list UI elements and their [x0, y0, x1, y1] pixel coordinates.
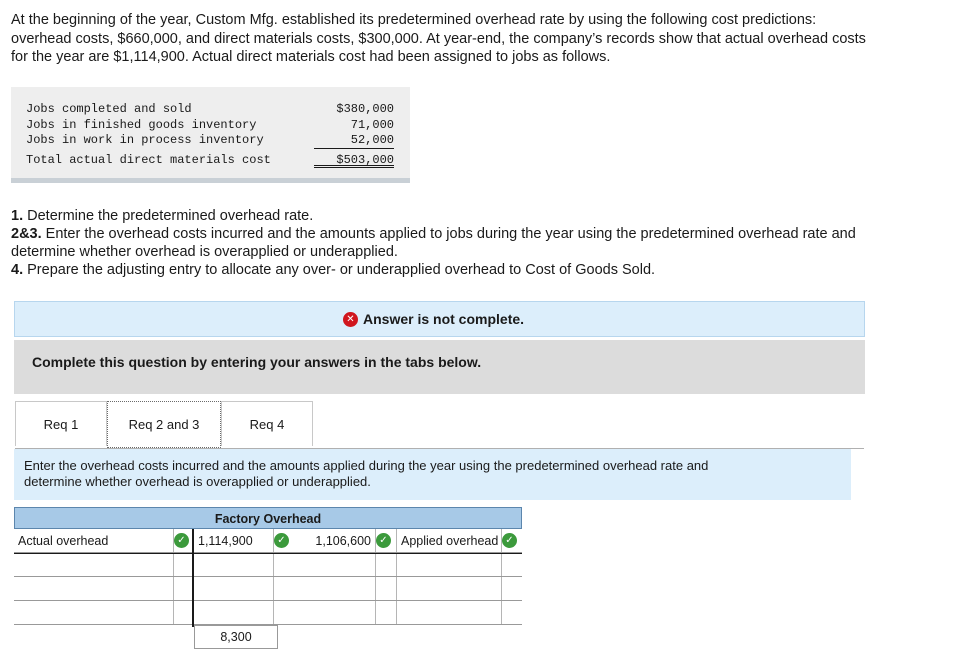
left-spacer — [174, 601, 194, 624]
left-value-input[interactable] — [194, 553, 274, 576]
requirement-number: 2&3. — [11, 226, 42, 242]
left-spacer — [274, 577, 296, 600]
right-value-input[interactable] — [296, 553, 376, 576]
requirement-number: 4. — [11, 262, 24, 278]
intro-line-1: At the beginning of the year, Custom Mfg. established its predetermined overhead rate by using the following cost predictions: — [11, 12, 817, 28]
problem-intro — [11, 11, 961, 67]
requirements-list — [11, 207, 961, 279]
requirement-tabs — [15, 401, 313, 448]
materials-row — [26, 102, 394, 118]
right-label-input[interactable]: Applied overhead — [396, 529, 502, 552]
balance-input[interactable]: 8,300 — [194, 625, 278, 649]
t-account-row — [14, 529, 522, 553]
materials-total-value: $503,000 — [314, 153, 394, 169]
complete-prompt-bar — [14, 340, 865, 394]
left-label-check — [174, 529, 194, 552]
materials-row-value: 71,000 — [350, 117, 394, 132]
right-label-input[interactable] — [396, 601, 502, 624]
instruction-line-2: determine whether overhead is overapplied or underapplied. — [24, 474, 371, 489]
left-label-input[interactable] — [14, 553, 174, 576]
check-icon: ✓ — [274, 533, 289, 548]
complete-prompt-text: Complete this question by entering your answers in the tabs below. — [32, 354, 482, 370]
tab-req-2-and-3[interactable]: Req 2 and 3 — [107, 401, 221, 448]
t-account-horizontal-rule — [14, 553, 522, 554]
intro-line-2: overhead costs, $660,000, and direct materials costs, $300,000. At year-end, the company’s records show that actual overhead costs — [11, 30, 866, 47]
left-spacer — [174, 577, 194, 600]
requirement-1 — [11, 207, 961, 225]
tab-req-4[interactable]: Req 4 — [221, 401, 313, 446]
check-icon: ✓ — [502, 533, 517, 548]
left-spacer — [274, 601, 296, 624]
right-spacer — [502, 553, 522, 576]
x-circle-icon: ✕ — [343, 312, 358, 327]
materials-row-label: Jobs in work in process inventory — [26, 133, 264, 147]
left-label-input[interactable] — [14, 601, 174, 624]
t-account-title: Factory Overhead — [14, 507, 522, 529]
tab-instruction — [14, 449, 851, 500]
right-spacer — [376, 601, 396, 624]
t-account-grid — [14, 529, 522, 644]
left-spacer — [274, 553, 296, 576]
check-icon: ✓ — [376, 533, 391, 548]
t-account-row — [14, 601, 522, 625]
left-value-input[interactable] — [194, 601, 274, 624]
materials-row — [26, 133, 394, 149]
materials-total-row — [26, 153, 394, 169]
requirement-text: Prepare the adjusting entry to allocate any over- or underapplied overhead to Cost of Goods Sold. — [27, 262, 656, 278]
answer-status-text: Answer is not complete. — [363, 311, 525, 327]
materials-row-value: 52,000 — [314, 133, 394, 149]
right-label-input[interactable] — [396, 577, 502, 600]
left-spacer — [174, 553, 194, 576]
right-value-input[interactable] — [296, 577, 376, 600]
right-spacer — [376, 577, 396, 600]
factory-overhead-t-account — [14, 507, 522, 644]
materials-box-divider — [11, 178, 410, 183]
left-value-check — [274, 529, 296, 552]
right-label-input[interactable] — [396, 553, 502, 576]
requirement-2-3-continued: determine whether overhead is overapplied or underapplied. — [11, 244, 398, 260]
materials-cost-box — [11, 87, 410, 183]
materials-row-label: Jobs completed and sold — [26, 102, 192, 116]
requirement-number: 1. — [11, 208, 24, 224]
right-label-check — [502, 529, 522, 552]
tab-req-1[interactable]: Req 1 — [15, 401, 107, 446]
materials-row-value: $380,000 — [336, 102, 394, 116]
left-label-input[interactable]: Actual overhead — [14, 529, 174, 552]
answer-status-bar — [14, 301, 865, 337]
answer-status — [343, 311, 524, 327]
materials-row-label: Jobs in finished goods inventory — [26, 117, 257, 132]
materials-cost-table — [26, 102, 394, 168]
right-value-input[interactable] — [296, 601, 376, 624]
left-value-input[interactable] — [194, 577, 274, 600]
right-spacer — [376, 553, 396, 576]
materials-total-label: Total actual direct materials cost — [26, 152, 271, 167]
requirement-text: Determine the predetermined overhead rate. — [27, 208, 314, 224]
left-value-input[interactable]: 1,114,900 — [194, 529, 274, 552]
left-label-input[interactable] — [14, 577, 174, 600]
right-spacer — [502, 577, 522, 600]
intro-line-3: for the year are $1,114,900. Actual direct materials cost had been assigned to jobs as follows. — [11, 49, 611, 65]
t-account-vertical-rule — [192, 529, 194, 627]
t-account-row — [14, 553, 522, 577]
right-spacer — [502, 601, 522, 624]
right-value-input[interactable]: 1,106,600 — [296, 529, 376, 552]
instruction-line-1: Enter the overhead costs incurred and the amounts applied during the year using the predetermined overhead rate and — [24, 458, 709, 473]
requirement-4 — [11, 261, 961, 279]
right-value-check — [376, 529, 396, 552]
t-account-row — [14, 577, 522, 601]
requirement-text: Enter the overhead costs incurred and the amounts applied to jobs during the year using the predetermined overhead rate and — [45, 226, 856, 242]
requirement-2-3 — [11, 225, 961, 243]
materials-row — [26, 118, 394, 134]
check-icon: ✓ — [174, 533, 189, 548]
